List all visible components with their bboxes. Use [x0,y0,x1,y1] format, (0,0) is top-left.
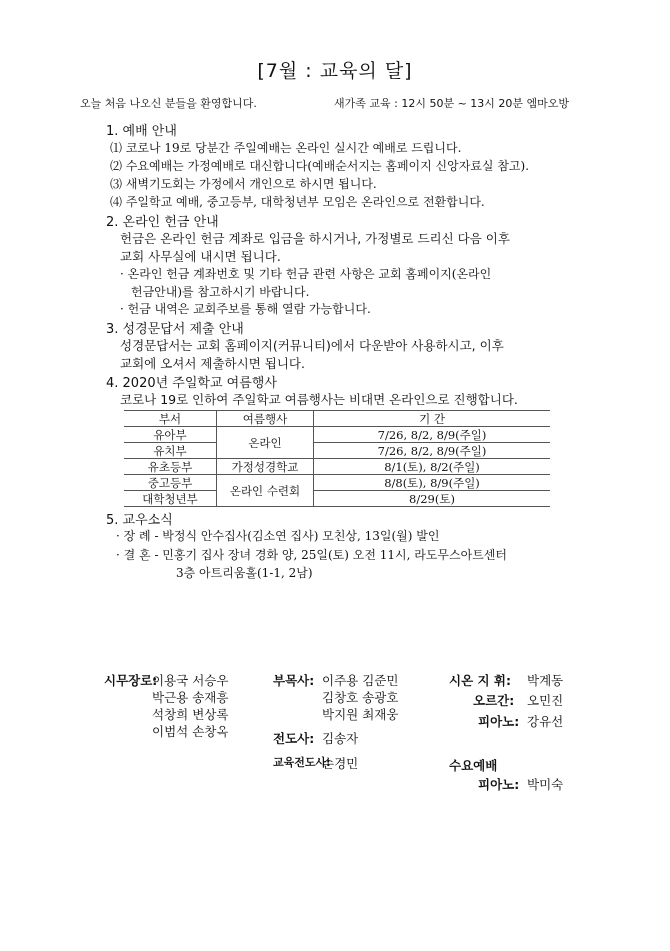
offering-line-2: 교회 사무실에 내시면 됩니다. [120,249,281,264]
period-cell: 8/8(토), 8/9(주일) [314,475,551,491]
bible-qa-line-1: 성경문답서는 교회 홈페이지(커뮤니티)에서 다운받아 사용하시고, 이후 [120,338,504,353]
section-1-heading: 1. 예배 안내 [106,124,177,139]
associate-pastors-line: 김창호 송광호 [322,690,399,705]
office-elders-line: 박근용 송재흥 [152,690,229,705]
worship-item-3: ⑶ 새벽기도회는 가정에서 개인으로 하시면 됩니다. [110,177,377,191]
zion-conductor-name: 박계동 [527,673,564,688]
section-3-heading: 3. 성경문답서 제출 안내 [106,322,244,337]
wednesday-service-label: 수요예배 [449,758,498,773]
worship-item-4: ⑷ 주일학교 예배, 중고등부, 대학청년부 모임은 온라인으로 전환합니다. [110,195,485,209]
zion-conductor-label: 시온 지 휘: [449,673,512,688]
wednesday-piano-name: 박미숙 [527,777,564,792]
office-elders-line: 석창희 변상록 [152,707,229,722]
section-5-heading: 5. 교우소식 [106,513,173,528]
dept-cell: 중고등부 [124,475,217,491]
organ-name: 오민진 [527,693,564,708]
offering-line-1: 헌금은 온라인 헌금 계좌로 입금을 하시거나, 가정별로 드리신 다음 이후 [120,231,510,246]
worship-item-2: ⑵ 수요예배는 가정예배로 대신합니다(예배순서지는 홈페이지 신앙자료실 참고). [110,159,530,173]
office-elders-line: 이용국 서승우 [152,673,229,688]
dept-cell: 대학청년부 [124,491,217,507]
news-wedding-cont: 3층 아트리움홀(1-1, 2남) [176,566,313,580]
table-header-event: 여름행사 [217,411,314,427]
period-cell: 7/26, 8/2, 8/9(주일) [314,427,551,443]
offering-note-2: · 헌금 내역은 교회주보를 통해 열람 가능합니다. [120,302,371,316]
event-cell: 가정성경학교 [217,459,314,475]
offering-note-1-cont: 헌금안내)를 참고하시기 바랍니다. [131,285,310,299]
dept-cell: 유치부 [124,443,217,459]
dept-cell: 유아부 [124,427,217,443]
bible-qa-line-2: 교회에 오셔서 제출하시면 됩니다. [120,356,305,371]
piano-label: 피아노: [478,714,520,729]
organ-label: 오르간: [473,693,515,708]
event-cell: 온라인 [217,427,314,459]
table-row [124,443,550,459]
associate-pastors-line: 이주용 김준민 [322,673,399,688]
period-cell: 7/26, 8/2, 8/9(주일) [314,443,551,459]
new-family-education: 새가족 교육 : 12시 50분 ~ 13시 20분 엠마오방 [334,97,570,110]
wednesday-piano-label: 피아노: [478,777,520,792]
summer-event-line: 코로나 19로 인하여 주일학교 여름행사는 비대면 온라인으로 진행합니다. [120,392,518,407]
period-cell: 8/29(토) [314,491,551,507]
dept-cell: 유초등부 [124,459,217,475]
evangelist-name: 김송자 [322,731,359,746]
welcome-text: 오늘 처음 나오신 분들을 환영합니다. [80,97,257,110]
office-elders-label: 시무장로: [104,673,158,688]
event-cell: 온라인 수련회 [217,475,314,507]
news-funeral: · 장 례 - 박정식 안수집사(김소연 집사) 모친상, 13일(월) 발인 [116,529,440,543]
associate-pastors-line: 박지원 최재웅 [322,707,399,722]
table-row [124,427,550,443]
section-4-heading: 4. 2020년 주일학교 여름행사 [106,376,277,391]
offering-note-1: · 온라인 헌금 계좌번호 및 기타 헌금 관련 사항은 교회 홈페이지(온라인 [120,267,492,281]
education-evangelist-name: 손경민 [322,756,359,771]
news-wedding: · 결 혼 - 민홍기 집사 장녀 경화 양, 25일(토) 오전 11시, 라도무스아트센터 [116,548,507,562]
evangelist-label: 전도사: [273,731,315,746]
page-title: [7월 : 교육의 달] [257,60,413,82]
table-row [124,459,550,475]
table-row [124,491,550,507]
table-row [124,475,550,491]
office-elders-line: 이범석 손창옥 [152,724,229,739]
table-header-dept: 부서 [124,411,217,427]
summer-event-table [124,410,550,507]
piano-name: 강유선 [527,714,564,729]
worship-item-1: ⑴ 코로나 19로 당분간 주일예배는 온라인 실시간 예배로 드립니다. [110,141,462,155]
associate-pastors-label: 부목사: [273,673,315,688]
table-header-period: 기 간 [314,411,551,427]
section-2-heading: 2. 온라인 헌금 안내 [106,215,219,230]
table-header-row [124,411,550,427]
period-cell: 8/1(토), 8/2(주일) [314,459,551,475]
education-evangelist-label: 교육전도사: [273,756,331,769]
